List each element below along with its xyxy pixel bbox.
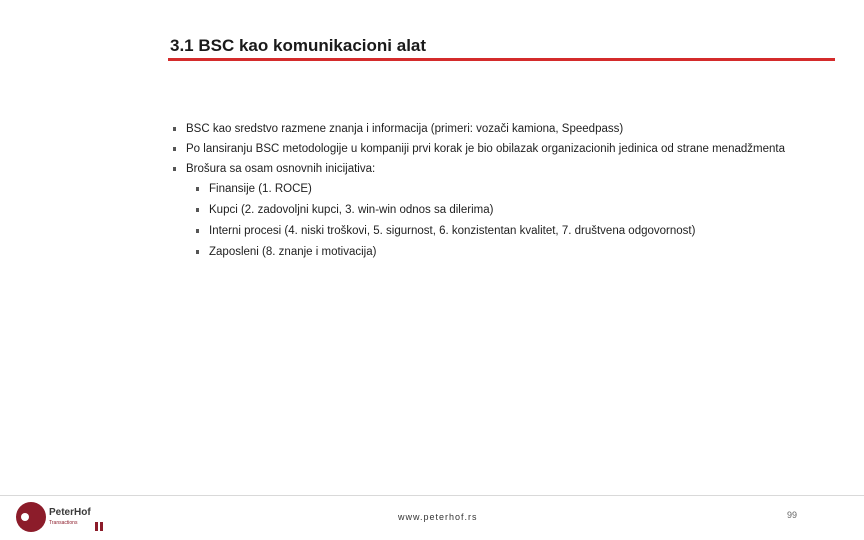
sub-bullet-item: Finansije (1. ROCE) — [195, 182, 812, 197]
bullet-item: Brošura sa osam osnovnih inicijativa: — [172, 162, 812, 177]
sub-bullet-item: Interni procesi (4. niski troškovi, 5. sigurnost, 6. konzistentan kvalitet, 7. društvena odgovornost) — [195, 224, 812, 239]
sub-bullet-item: Kupci (2. zadovoljni kupci, 3. win-win odnos sa dilerima) — [195, 203, 812, 218]
logo-name: PeterHof — [49, 507, 91, 518]
logo-bars-icon — [95, 518, 105, 536]
footer-url: www.peterhof.rs — [398, 512, 478, 522]
bullet-item: BSC kao sredstvo razmene znanja i informacija (primeri: vozači kamiona, Speedpass) — [172, 122, 812, 137]
slide-title: 3.1 BSC kao komunikacioni alat — [170, 36, 427, 55]
sub-bullet-item: Zaposleni (8. znanje i motivacija) — [195, 245, 812, 260]
logo-dot-icon — [21, 513, 29, 521]
title-underline — [168, 58, 835, 61]
page-number: 99 — [787, 510, 798, 520]
footer-divider — [0, 495, 864, 496]
peterhof-logo — [16, 502, 126, 534]
logo-tagline: Transactions — [49, 520, 78, 526]
bullet-list — [172, 122, 812, 266]
bullet-item: Po lansiranju BSC metodologije u kompaniji prvi korak je bio obilazak organizacionih jedinica od strane menadžmenta — [172, 142, 812, 157]
